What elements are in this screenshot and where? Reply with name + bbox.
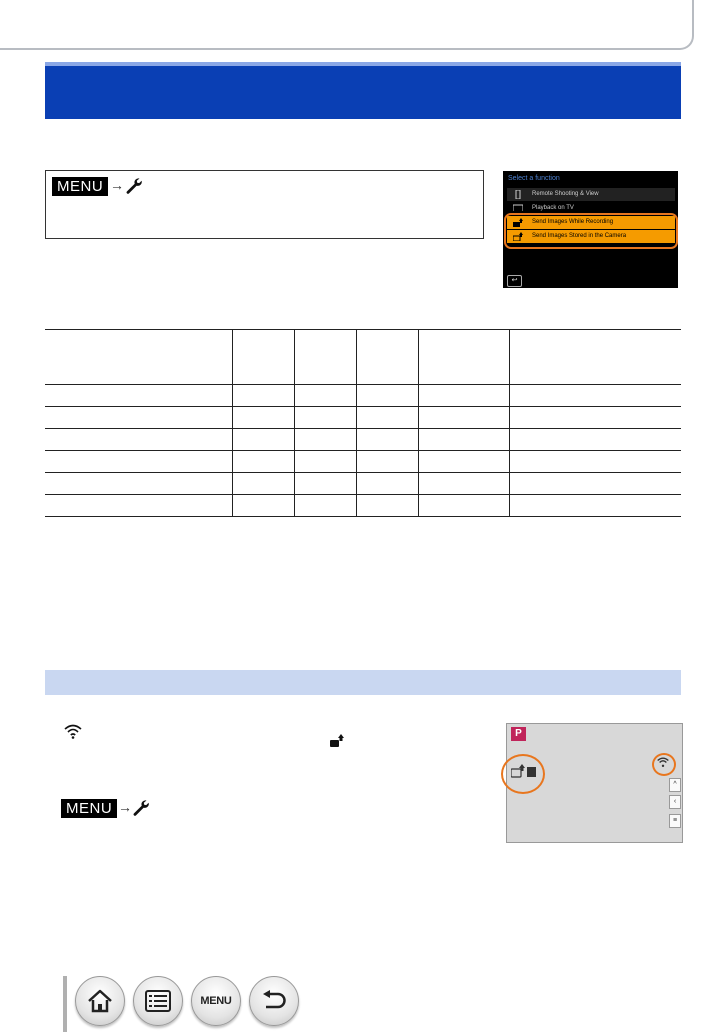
- camera-upload-icon: [330, 734, 344, 748]
- arrow-icon: →: [118, 799, 132, 815]
- function-item-label: Send Images While Recording: [532, 219, 614, 225]
- function-item-tv[interactable]: [507, 202, 675, 211]
- table-header-row: [45, 330, 681, 385]
- table-row: [45, 473, 681, 495]
- menu-badge: MENU: [52, 177, 108, 196]
- side-button-icon[interactable]: ‹: [669, 795, 681, 809]
- home-icon: [87, 989, 113, 1013]
- screen-header: Select a function: [508, 175, 560, 182]
- title-stripe: [45, 62, 681, 66]
- return-icon: [261, 990, 287, 1012]
- back-button[interactable]: [249, 976, 299, 1026]
- side-button-icon[interactable]: ^: [669, 778, 681, 792]
- highlight-circle: [501, 754, 545, 794]
- side-button-icon[interactable]: ≡: [669, 814, 681, 828]
- menu-badge: MENU: [61, 799, 117, 818]
- function-item-label: Send Images Stored in the Camera: [532, 233, 627, 239]
- menu-button[interactable]: [191, 976, 241, 1026]
- arrow-icon: →: [110, 177, 124, 193]
- mode-badge: P: [511, 727, 526, 741]
- nav-divider: [63, 976, 67, 1032]
- camera-screen-select-function: [503, 171, 678, 288]
- wrench-icon: [131, 798, 151, 818]
- spec-table: [45, 329, 681, 517]
- table-row: [45, 429, 681, 451]
- back-icon[interactable]: ↩: [507, 275, 522, 287]
- remote-icon: [513, 190, 523, 199]
- list-icon: [145, 990, 171, 1012]
- page-frame: [0, 0, 694, 50]
- table-row: [45, 407, 681, 429]
- table-row: [45, 495, 681, 517]
- contents-button[interactable]: [133, 976, 183, 1026]
- function-item-label: Playback on TV: [532, 205, 574, 211]
- function-item-label: Remote Shooting & View: [532, 191, 599, 197]
- section-title-bar: [45, 62, 681, 119]
- menu-button-label: MENU: [200, 995, 232, 1007]
- table-row: [45, 385, 681, 407]
- highlight-outline: [504, 213, 678, 249]
- function-item-remote[interactable]: [507, 188, 675, 201]
- tv-icon: [513, 204, 523, 211]
- table-row: [45, 451, 681, 473]
- wifi-icon: [64, 724, 82, 740]
- wrench-icon: [124, 176, 144, 196]
- subsection-bar: [45, 670, 681, 695]
- camera-screen-recording: [506, 723, 683, 843]
- highlight-circle: [652, 753, 676, 776]
- menu-path-box: [45, 170, 484, 239]
- home-button[interactable]: [75, 976, 125, 1026]
